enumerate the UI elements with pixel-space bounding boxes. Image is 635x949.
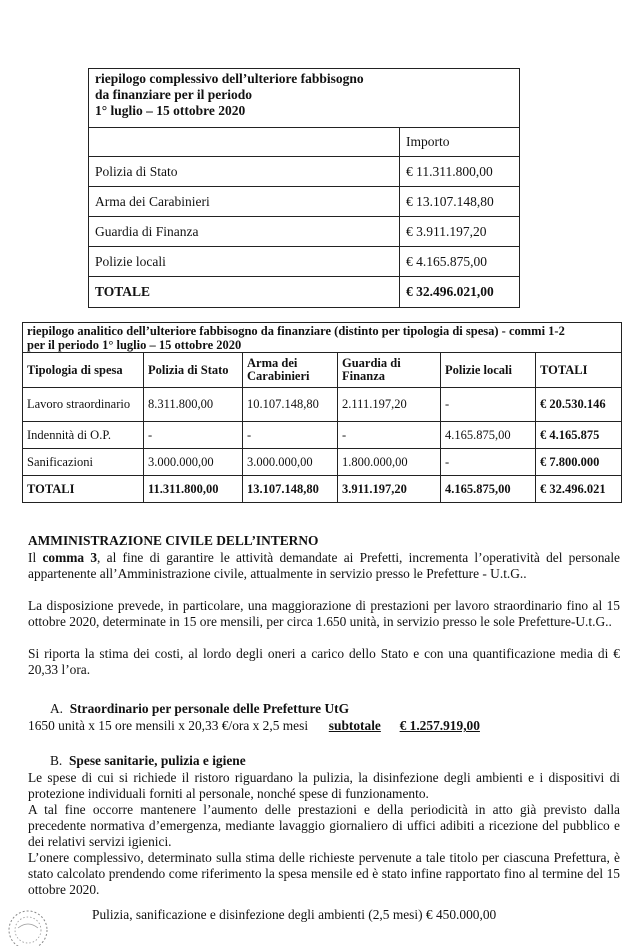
summary-title-line: 1° luglio – 15 ottobre 2020	[95, 103, 246, 118]
row-label: Guardia di Finanza	[89, 217, 400, 247]
totals-row	[23, 476, 622, 503]
cell: 2.111.197,20	[338, 388, 441, 422]
p1-post: , al fine di garantire le attività demandate ai Prefetti, incrementa l’operatività del personale appartenente all’Amministrazione civile, attualmente in servizio presso le Prefetture - U.t.G..	[28, 550, 620, 581]
cell: € 32.496.021	[536, 476, 622, 503]
paragraph: L’onere complessivo, determinato sulla stima delle richieste pervenute a tale titolo per ciascuna Prefettura, è stato calcolato prendendo come riferimento la spesa mensile ed è stato infine rapportato fino al termine del 15 ottobre 2020.	[28, 850, 620, 897]
item-b-last-line: Pulizia, sanificazione e disinfezione degli ambienti (2,5 mesi) € 450.000,00	[92, 907, 497, 922]
paragraph: Si riporta la stima dei costi, al lordo degli oneri a carico dello Stato e con una quantificazione media di € 20,33 l’ora.	[28, 646, 620, 677]
row-value: € 11.311.800,00	[400, 157, 520, 187]
cell: -	[441, 388, 536, 422]
cell: 4.165.875,00	[441, 422, 536, 449]
summary-title-line: riepilogo complessivo dell’ulteriore fabbisogno	[95, 71, 364, 86]
cell: 3.000.000,00	[144, 449, 243, 476]
table-row	[89, 187, 520, 217]
summary-table-title	[89, 69, 520, 128]
analytic-title-line: per il periodo 1° luglio – 15 ottobre 2020	[27, 338, 242, 352]
total-value: € 32.496.021,00	[400, 277, 520, 308]
cell: € 20.530.146	[536, 388, 622, 422]
row-value: € 3.911.197,20	[400, 217, 520, 247]
summary-title-line: da finanziare per il periodo	[95, 87, 253, 102]
p1-bold: comma 3	[42, 550, 98, 565]
table-row	[23, 422, 622, 449]
p1-pre: Il	[28, 550, 43, 565]
row-label: Polizia di Stato	[89, 157, 400, 187]
summary-col-header: Importo	[400, 128, 520, 157]
item-marker: B.	[50, 753, 63, 768]
cell: -	[144, 422, 243, 449]
item-title: Spese sanitarie, pulizia e igiene	[68, 753, 246, 768]
table-row	[23, 388, 622, 422]
cell: 4.165.875,00	[441, 476, 536, 503]
row-label: Arma dei Carabinieri	[89, 187, 400, 217]
cell: TOTALI	[23, 476, 144, 503]
table-row	[89, 247, 520, 277]
col-header: Polizia di Stato	[144, 353, 243, 388]
cell: 1.800.000,00	[338, 449, 441, 476]
cell: 3.911.197,20	[338, 476, 441, 503]
paragraph: Le spese di cui si richiede il ristoro riguardano la pulizia, la disinfezione degli ambienti e i dispositivi di protezione individuali forniti al personale, nonché spese di funzionamento.	[28, 770, 620, 801]
row-label: Polizie locali	[89, 247, 400, 277]
cell: 13.107.148,80	[243, 476, 338, 503]
item-a-calc	[28, 718, 480, 734]
item-title: Straordinario per personale delle Prefetture UtG	[69, 701, 350, 716]
col-header: TOTALI	[536, 353, 622, 388]
analytic-title-line: riepilogo analitico dell’ulteriore fabbisogno da finanziare (distinto per tipologia di spesa) - commi 1-2	[27, 324, 565, 338]
col-header: Tipologia di spesa	[23, 353, 144, 388]
cell: € 4.165.875	[536, 422, 622, 449]
cell: 11.311.800,00	[144, 476, 243, 503]
paragraph: La disposizione prevede, in particolare, una maggiorazione di prestazioni per lavoro straordinario fino al 15 ottobre 2020, determinate in 15 ore mensili, per circa 1.650 unità, in servizio presso le sole Prefetture-U.t.G..	[28, 598, 620, 629]
col-header: Guardia di Finanza	[338, 353, 441, 388]
cell: Sanificazioni	[23, 449, 144, 476]
cell: -	[338, 422, 441, 449]
row-value: € 13.107.148,80	[400, 187, 520, 217]
row-value: € 4.165.875,00	[400, 247, 520, 277]
analytic-table	[22, 322, 622, 503]
analytic-header-row	[23, 353, 622, 388]
subtotal-value: € 1.257.919,00	[399, 718, 480, 733]
col-header: Polizie locali	[441, 353, 536, 388]
analytic-table-title	[23, 323, 622, 353]
table-row	[89, 217, 520, 247]
cell: -	[441, 449, 536, 476]
cell: Indennità di O.P.	[23, 422, 144, 449]
table-row	[23, 449, 622, 476]
section-heading: AMMINISTRAZIONE CIVILE DELL’INTERNO	[28, 533, 319, 548]
table-row	[89, 157, 520, 187]
item-marker: A.	[50, 701, 64, 716]
col-header: Arma dei Carabinieri	[243, 353, 338, 388]
paragraph: A tal fine occorre mantenere l’aumento delle prestazioni e della periodicità in atto già previsto dalla precedente normativa d’emergenza, mediante lavaggio giornaliero di uffici adibiti a ricezione del pubblico e dei relativi servizi igienici.	[28, 802, 620, 849]
item-a-heading	[50, 701, 349, 717]
cell: 8.311.800,00	[144, 388, 243, 422]
cell: -	[243, 422, 338, 449]
cell: 3.000.000,00	[243, 449, 338, 476]
cell: Lavoro straordinario	[23, 388, 144, 422]
summary-empty-header	[89, 128, 400, 157]
cell: 10.107.148,80	[243, 388, 338, 422]
stamp-icon	[4, 902, 50, 946]
item-b-heading	[50, 753, 246, 769]
paragraph	[28, 550, 620, 582]
summary-table	[88, 68, 520, 308]
calc-text: 1650 unità x 15 ore mensili x 20,33 €/ora x 2,5 mesi	[28, 718, 309, 733]
total-row	[89, 277, 520, 308]
cell: € 7.800.000	[536, 449, 622, 476]
total-label: TOTALE	[89, 277, 400, 308]
subtotal-label: subtotale	[328, 718, 381, 733]
